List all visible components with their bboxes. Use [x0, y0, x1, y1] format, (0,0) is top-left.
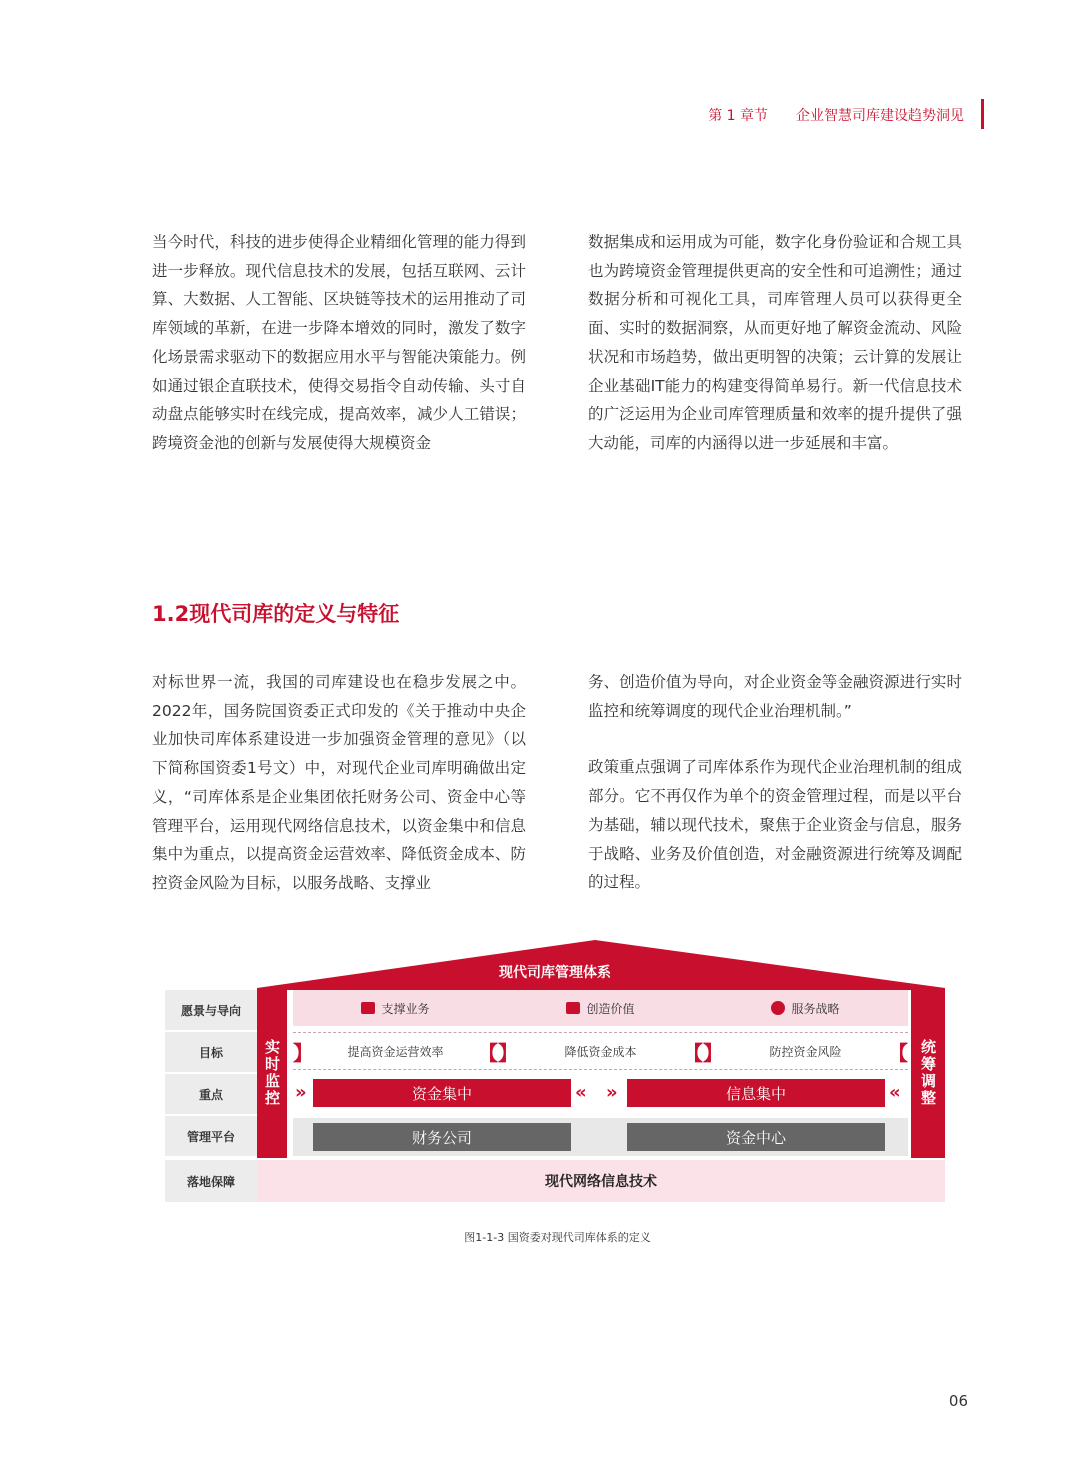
left-pillar-label: 实时监控: [263, 1039, 281, 1107]
vision-row: [293, 990, 908, 1026]
section-left-column: [152, 668, 526, 898]
section-right-paragraph-1: 务、创造价值为导向，对企业资金等金融资源进行实时监控和统筹调度的现代企业治理机制。”: [588, 673, 962, 720]
intro-left-column: [152, 228, 526, 458]
focus-info-concentration: 信息集中: [627, 1079, 885, 1107]
page-number: 06: [948, 1392, 968, 1410]
intro-right-paragraph: 数据集成和运用成为可能，数字化身份验证和合规工具也为跨境资金管理提供更高的安全性和可追溯性；通过数据分析和可视化工具，司库管理人员可以获得更全面、实时的数据洞察，从而更好地了解资金流动、风险状况和市场趋势，做出更明智的决策；云计算的发展让企业基础IT能力的构建变得简单易行。新一代信息技术的广泛运用为企业司库管理质量和效率的提升提供了强大动能，司库的内涵得以进一步延展和丰富。: [588, 233, 962, 452]
left-pillar: [257, 988, 287, 1158]
bracket-pair-icon: 【】: [478, 1040, 518, 1065]
chevron-right-icon: »: [606, 1082, 618, 1103]
strategy-icon: [771, 1001, 785, 1015]
focus-row: [293, 1074, 908, 1110]
chevron-left-icon: «: [889, 1082, 901, 1103]
figure-caption: 图1-1-3 国资委对现代司库体系的定义: [464, 1231, 651, 1244]
bracket-pair-icon: 【】: [683, 1040, 723, 1065]
row-label-platform: 管理平台: [165, 1116, 257, 1156]
goal-item: 防控资金风险: [769, 1044, 842, 1059]
row-label-goals: 目标: [165, 1032, 257, 1072]
chapter-number: 第 1 章节: [708, 108, 768, 124]
right-pillar-label: 统筹调整: [919, 1039, 937, 1107]
briefcase-icon: [361, 1002, 375, 1014]
focus-fund-concentration: 资金集中: [313, 1079, 571, 1107]
platform-fund-center: 资金中心: [627, 1123, 885, 1151]
section-right-paragraph-2: 政策重点强调了司库体系作为现代企业治理机制的组成部分。它不再仅作为单个的资金管理过程，而是以平台为基础，辅以现代技术，聚焦于企业资金与信息，服务于战略、业务及价值创造，对金融资源进行统筹及调配的过程。: [588, 758, 962, 892]
chapter-title: 企业智慧司库建设趋势洞见: [796, 108, 964, 124]
right-pillar: [911, 988, 945, 1158]
intro-left-paragraph: 当今时代，科技的进步使得企业精细化管理的能力得到进一步释放。现代信息技术的发展，包括互联网、云计算、大数据、人工智能、区块链等技术的运用推动了司库领域的革新，在进一步降本增效的同时，激发了数字化场景需求驱动下的数据应用水平与智能决策能力。例如通过银企直联技术，使得交易指令自动传输、头寸自动盘点能够实时在线完成，提高效率，减少人工错误；跨境资金池的创新与发展使得大规模资金: [152, 233, 526, 452]
vision-item: [771, 1000, 839, 1017]
section-left-paragraph: 对标世界一流，我国的司库建设也在稳步发展之中。2022年，国务院国资委正式印发的《关于推动中央企业加快司库体系建设进一步加强资金管理的意见》（以下简称国资委1号文）中，对现代企业司库明确做出定义，“司库体系是企业集团依托财务公司、资金中心等管理平台，运用现代网络信息技术，以资金集中和信息集中为重点，以提高资金运营效率、降低资金成本、防控资金风险为目标，以服务战略、支撑业: [152, 673, 526, 892]
chapter-header: [708, 105, 964, 125]
ground-foundation: 现代网络信息技术: [257, 1160, 945, 1202]
bracket-close-icon: 【: [888, 1040, 908, 1065]
vision-label: 创造价值: [586, 1001, 635, 1016]
section-title: 1.2现代司库的定义与特征: [152, 602, 400, 626]
section-right-column: [588, 668, 962, 897]
vision-item: [566, 1000, 634, 1017]
platform-finance-company: 财务公司: [313, 1123, 571, 1151]
goals-row: [293, 1032, 908, 1070]
vision-label: 服务战略: [791, 1001, 840, 1016]
vision-label: 支撑业务: [381, 1001, 430, 1016]
value-icon: [566, 1002, 580, 1014]
row-label-ground: 落地保障: [165, 1160, 257, 1202]
intro-right-column: [588, 228, 962, 458]
bracket-open-icon: 】: [293, 1040, 313, 1065]
goal-item: 提高资金运营效率: [347, 1044, 444, 1059]
row-label-focus: 重点: [165, 1074, 257, 1114]
vision-item: [361, 1000, 429, 1017]
platform-row: [293, 1118, 908, 1156]
goal-item: 降低资金成本: [564, 1044, 637, 1059]
chevron-left-icon: «: [575, 1082, 587, 1103]
treasury-system-diagram: [165, 938, 945, 1206]
chevron-right-icon: »: [295, 1082, 307, 1103]
header-accent-bar: [981, 99, 984, 129]
roof-title: 现代司库管理体系: [499, 965, 611, 981]
row-label-vision: 愿景与导向: [165, 990, 257, 1030]
